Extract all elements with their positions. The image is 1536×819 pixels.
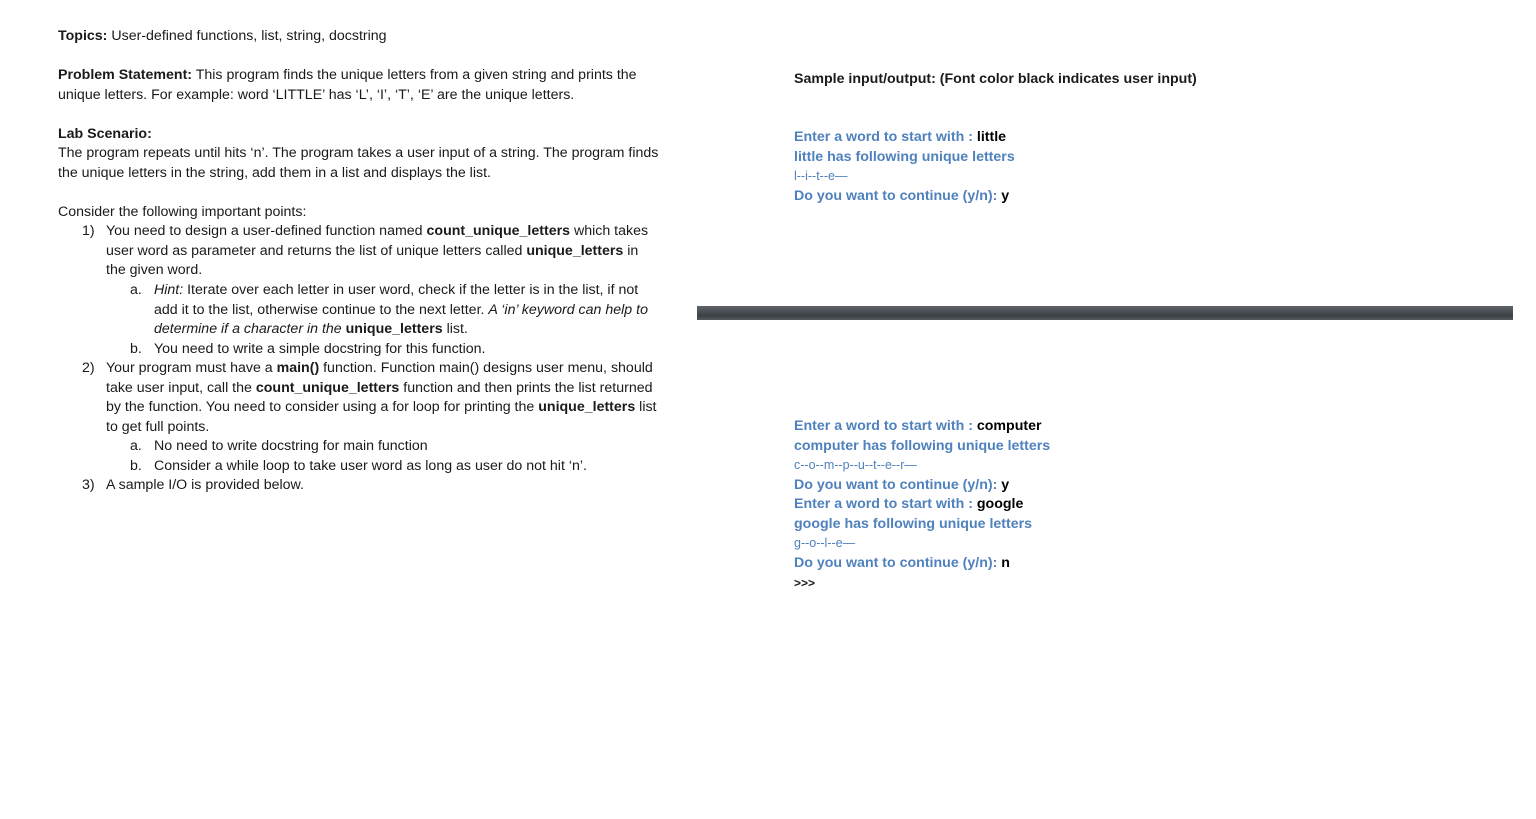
point-1-text-f: in xyxy=(623,243,639,259)
point-1-text-d: user word as parameter and returns the list of unique letters called xyxy=(106,243,527,259)
point-1-line-3: the given word. xyxy=(106,262,203,278)
sample2-letters-1: c--o--m--p--u--t--e--r— xyxy=(794,458,917,472)
consider-heading: Consider the following important points: xyxy=(58,204,307,220)
point-1-line-1 xyxy=(82,222,648,242)
point-1-number: 1) xyxy=(82,223,95,239)
point-1a-line-3 xyxy=(154,320,468,340)
point-1a-text-2: add it to the list, otherwise continue to the next letter. xyxy=(154,302,489,318)
sample2-user-input-2: google xyxy=(976,496,1024,512)
sample1-user-input: little xyxy=(976,129,1007,145)
section-separator xyxy=(697,306,1513,320)
sample1-letters: l--i--t--e— xyxy=(794,169,848,183)
shell-prompt: >>> xyxy=(794,576,816,590)
point-1-func-name: count_unique_letters xyxy=(426,223,570,239)
lab-scenario-heading xyxy=(58,125,152,145)
sample1-continue-line xyxy=(794,187,1009,207)
sample-io-title-text: Sample input/output: (Font color black indicates user input) xyxy=(794,71,1197,87)
sample2-answer-2: n xyxy=(1001,555,1010,571)
point-2-line-2 xyxy=(106,379,653,399)
sample2-letters-2: g--o--l--e— xyxy=(794,536,856,550)
sample2-prompt-line-2 xyxy=(794,495,1023,515)
sample2-answer-1: y xyxy=(1001,477,1010,493)
sample2-continue-prompt-2: Do you want to continue (y/n): xyxy=(794,555,1002,571)
sample1-prompt: Enter a word to start with : xyxy=(794,129,977,145)
point-2b-text: Consider a while loop to take user word as long as user do not hit ‘n’. xyxy=(154,458,587,474)
sample-io-title xyxy=(794,70,1197,90)
point-1a-text-4: determine if a character in the xyxy=(154,321,346,337)
point-2-text-d: take user input, call the xyxy=(106,380,256,396)
point-3-number: 3) xyxy=(82,477,95,493)
point-2-line-3 xyxy=(106,398,657,418)
point-2-number: 2) xyxy=(82,360,95,376)
point-2b-letter: b. xyxy=(130,458,142,474)
point-2a-text: No need to write docstring for main function xyxy=(154,438,428,454)
point-1a-line-2 xyxy=(154,301,648,321)
topics-line xyxy=(58,27,387,47)
sample2-result-line-2: google has following unique letters xyxy=(794,516,1033,532)
point-1a-list-name: unique_letters xyxy=(345,321,443,337)
lab-scenario-line-2: the unique letters in the string, add them in a list and displays the list. xyxy=(58,165,491,181)
point-3-line xyxy=(82,476,304,496)
sample2-prompt-2: Enter a word to start with : xyxy=(794,496,977,512)
sample1-result-line: little has following unique letters xyxy=(794,149,1015,165)
point-2-func-name: count_unique_letters xyxy=(255,380,400,396)
topics-label: Topics: xyxy=(58,28,108,44)
point-2-line-1 xyxy=(82,359,653,379)
sample2-prompt-1: Enter a word to start with : xyxy=(794,418,977,434)
point-1b-text: You need to write a simple docstring for this function. xyxy=(154,341,486,357)
point-1a-hint-label: Hint: xyxy=(154,282,184,298)
sample2-continue-line-2 xyxy=(794,554,1010,574)
sample2-continue-prompt-1: Do you want to continue (y/n): xyxy=(794,477,1002,493)
sample2-continue-line-1 xyxy=(794,476,1009,496)
lab-scenario-line-1: The program repeats until hits ‘n’. The program takes a user input of a string. The program finds xyxy=(58,145,659,161)
point-1b-line xyxy=(130,340,486,360)
sample2-user-input-1: computer xyxy=(976,418,1042,434)
point-1-line-2 xyxy=(106,242,638,262)
point-2-list-name: unique_letters xyxy=(538,399,636,415)
sample1-continue-prompt: Do you want to continue (y/n): xyxy=(794,188,1002,204)
point-2-text-i: list xyxy=(635,399,657,415)
point-1-list-name: unique_letters xyxy=(526,243,624,259)
point-2b-line xyxy=(130,457,587,477)
sample1-answer: y xyxy=(1001,188,1010,204)
point-1b-letter: b. xyxy=(130,341,142,357)
point-2-text-f: function and then prints the list returned xyxy=(399,380,653,396)
sample1-prompt-line xyxy=(794,128,1006,148)
point-2-text-a: Your program must have a xyxy=(106,360,277,376)
point-1a-text-6: list. xyxy=(442,321,468,337)
lab-scenario-label: Lab Scenario: xyxy=(58,126,152,142)
sample2-prompt-line-1 xyxy=(794,417,1042,437)
point-2a-line xyxy=(130,437,428,457)
problem-statement-label: Problem Statement: xyxy=(58,67,193,83)
point-1a-text-3: A ‘in’ keyword can help to xyxy=(488,302,648,318)
point-1a-text-1: Iterate over each letter in user word, check if the letter is in the list, if not xyxy=(183,282,639,298)
point-3-text: A sample I/O is provided below. xyxy=(106,477,304,493)
problem-statement-line-1 xyxy=(58,66,637,86)
point-1a-letter: a. xyxy=(130,282,142,298)
topics-text: User-defined functions, list, string, docstring xyxy=(111,28,387,44)
point-2a-letter: a. xyxy=(130,438,142,454)
problem-statement-line-2: unique letters. For example: word ‘LITTLE’ has ‘L’, ‘I’, ‘T’, ‘E’ are the unique letters. xyxy=(58,87,575,103)
problem-statement-text-1: This program finds the unique letters from a given string and prints the xyxy=(195,67,637,83)
point-2-main-name: main() xyxy=(276,360,320,376)
point-2-line-4: to get full points. xyxy=(106,419,210,435)
point-1a-line-1 xyxy=(130,281,638,301)
point-2-text-c: function. Function main() designs user menu, should xyxy=(319,360,653,376)
sample2-result-line-1: computer has following unique letters xyxy=(794,438,1051,454)
point-1-text-c: which takes xyxy=(570,223,649,239)
point-2-text-g: by the function. You need to consider using a for loop for printing the xyxy=(106,399,539,415)
point-1-text-a: You need to design a user-defined function named xyxy=(106,223,427,239)
